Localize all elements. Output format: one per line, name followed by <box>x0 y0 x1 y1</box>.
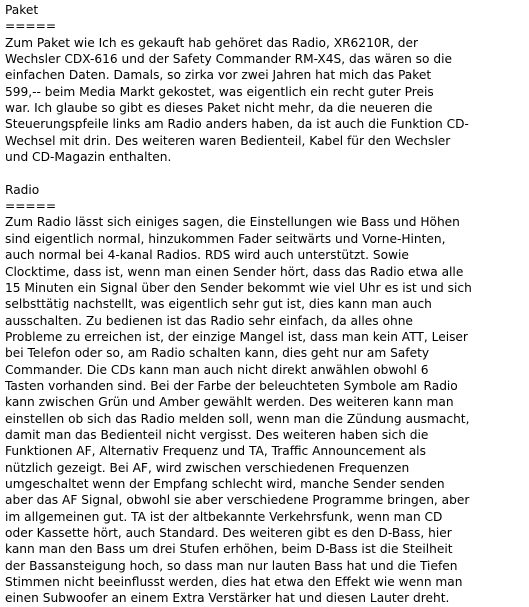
text-line: bei Telefon oder so, am Radio schalten kann, dies geht nur am Safety <box>5 346 430 361</box>
text-line: Funktionen AF, Alternativ Frequenz und TA, Traffic Announcement als <box>5 444 426 459</box>
text-line: Steuerungspfeile links am Radio anders haben, da ist auch die Funktion CD- <box>5 117 469 132</box>
text-line: Tasten vorhanden sind. Bei der Farbe der beleuchteten Symbole am Radio <box>5 378 458 393</box>
text-line: 15 Minuten ein Signal über den Sender bekommt wie viel Uhr es ist und sich <box>5 280 472 295</box>
text-line: auch normal bei 4-kanal Radios. RDS wird auch unterstützt. Sowie <box>5 248 409 263</box>
heading-underline: ===== <box>5 19 57 34</box>
text-line: ausschalten. Zu bedienen ist das Radio sehr einfach, da alles ohne <box>5 313 413 328</box>
text-line: Commander. Die CDs kann man auch nicht direkt anwählen obwohl 6 <box>5 362 429 377</box>
document-body <box>5 2 525 607</box>
section-paket <box>5 2 525 165</box>
paragraph-gap <box>5 165 525 181</box>
text-line: 599,-- beim Media Markt gekostet, was eigentlich ein recht guter Preis <box>5 84 434 99</box>
text-line: nützlich gezeigt. Bei AF, wird zwischen verschiedenen Frequenzen <box>5 460 410 475</box>
text-line: aber das AF Signal, obwohl sie aber verschiedene Programme bringen, aber <box>5 493 470 508</box>
section-heading: Paket <box>5 3 39 17</box>
text-line: kann zwischen Grün und Amber gewählt werden. Des weiteren kann man <box>5 395 454 410</box>
heading-underline: ===== <box>5 199 57 214</box>
section-heading: Radio <box>5 182 40 197</box>
section-radio <box>5 182 525 607</box>
text-line: einstellen ob sich das Radio melden soll, wenn man die Zündung ausmacht, <box>5 411 470 426</box>
text-line: einfachen Daten. Damals, so zirka vor zwei Jahren hat mich das Paket <box>5 68 432 83</box>
text-line: Stimmen nicht beeinflusst werden, dies hat etwa den Effekt wie wenn man <box>5 575 463 590</box>
text-line: selbsttätig nachstellt, was eigentlich sehr gut ist, dies kann man auch <box>5 297 432 312</box>
text-line: Wechsel mit drin. Des weiteren waren Bedienteil, Kabel für den Wechsler <box>5 133 451 148</box>
text-line: damit man das Bedienteil nicht vergisst. Des weiteren haben sich die <box>5 427 429 442</box>
text-line: Probleme zu erreichen ist, der einzige Mangel ist, dass man kein ATT, Leiser <box>5 329 468 344</box>
text-line: Zum Paket wie Ich es gekauft hab gehöret das Radio, XR6210R, der <box>5 35 419 50</box>
text-line: im allgemeinen gut. TA ist der altbekannte Verkehrsfunk, wenn man CD <box>5 509 443 524</box>
text-line: oder Kassette hört, auch Standard. Des weiteren gibt es den D-Bass, hier <box>5 526 452 540</box>
text-line: einen Subwoofer an einem Extra Verstärker hat und diesen Lauter dreht. <box>5 591 450 606</box>
text-line: umgeschaltet wenn der Empfang schlecht wird, manche Sender senden <box>5 476 445 491</box>
text-line: Wechsler CDX-616 und der Safety Commander RM-X4S, das wären so die <box>5 52 452 67</box>
text-line: Clocktime, dass ist, wenn man einen Sender hört, dass das Radio etwa alle <box>5 264 464 279</box>
text-line: Zum Radio lässt sich einiges sagen, die Einstellungen wie Bass und Höhen <box>5 215 460 230</box>
text-line: und CD-Magazin enthalten. <box>5 150 172 165</box>
text-line: sind eigentlich normal, hinzukommen Fader seitwärts und Vorne-Hinten, <box>5 231 446 246</box>
text-line: der Bassansteigung hoch, so dass man nur lauten Bass hat und die Tiefen <box>5 558 458 573</box>
text-line: war. Ich glaube so gibt es dieses Paket nicht mehr, da die neueren die <box>5 101 433 116</box>
text-line: kann man den Bass um drei Stufen erhöhen, beim D-Bass ist die Steilheit <box>5 542 453 557</box>
